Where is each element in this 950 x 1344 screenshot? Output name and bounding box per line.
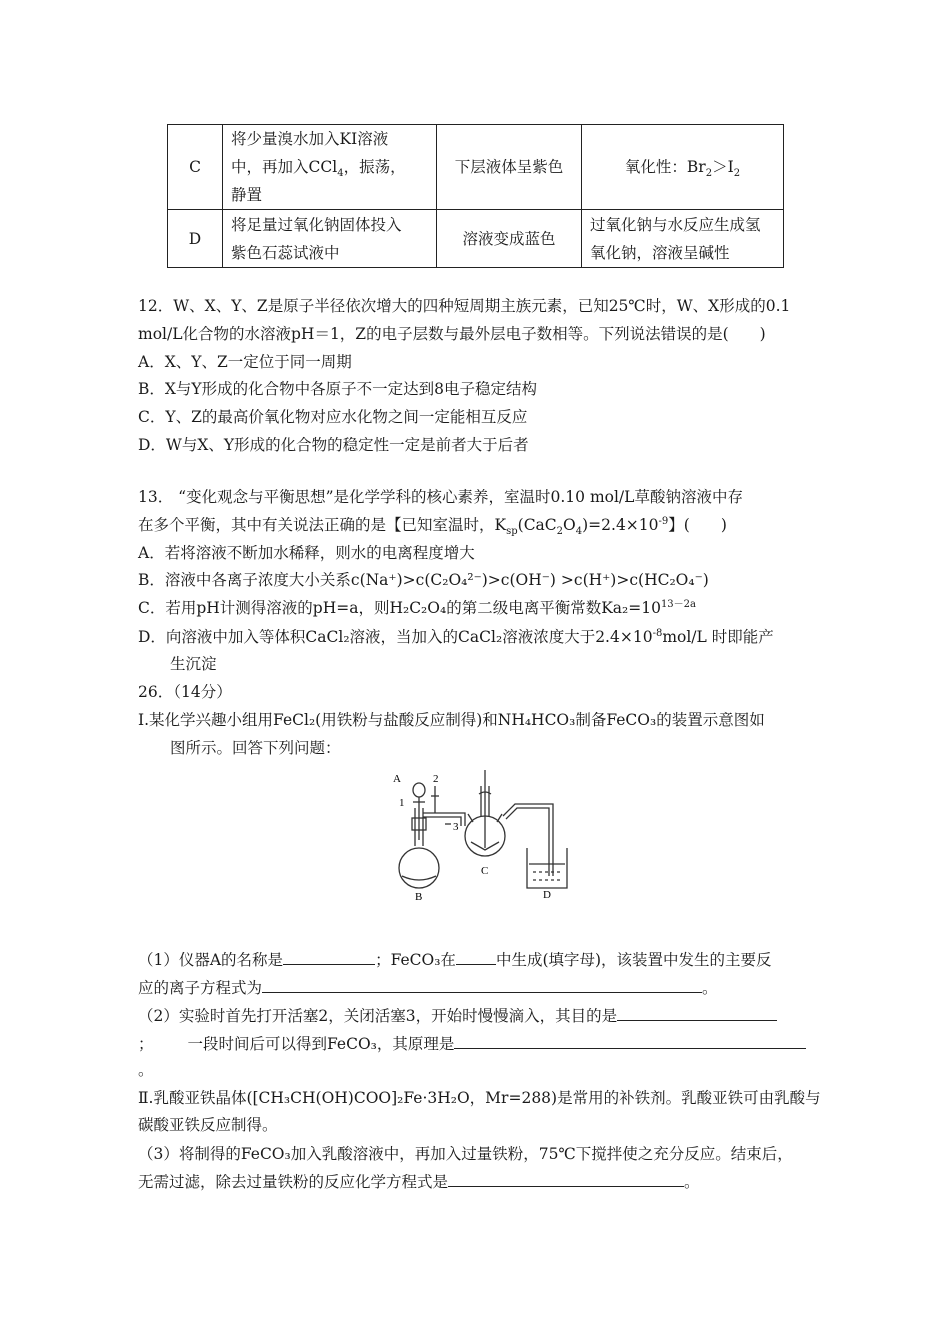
- q26-part1-line1: Ⅰ.某化学兴趣小组用FeCl₂(用铁粉与盐酸反应制得)和NH₄HCO₃制备FeCO₃的装置示意图如: [138, 711, 765, 729]
- q26-sub2-line2: ； 一段时间后可以得到FeCO₃，其原理是: [138, 1032, 806, 1054]
- experiment-table: [167, 124, 784, 268]
- q13-option-c: C．若用pH计测得溶液的pH=a，则H₂C₂O₄的第二级电离平衡常数$Ka_2=10^{13-2a}$: [138, 598, 696, 617]
- label-d: D: [543, 889, 551, 900]
- q26-sub3-line1: （3）将制得的FeCO₃加入乳酸溶液中，再加入过量铁粉，75℃下搅拌使之充分反应。结束后，: [138, 1145, 793, 1163]
- q13-option-d-line2: 生沉淀: [170, 655, 217, 673]
- q12-stem-line1: 12．W、X、Y、Z是原子半径依次增大的四种短周期主族元素，已知25℃时，W、X形成的0.1: [138, 297, 791, 315]
- row-label: C: [168, 125, 223, 210]
- q13-option-b: B．溶液中各离子浓度大小关系c(Na⁺)>c(C₂O₄²⁻)>c(OH⁻) >c(H⁺)>c(HC₂O₄⁻): [138, 571, 709, 589]
- q13-option-a: A．若将溶液不断加水稀释，则水的电离程度增大: [138, 544, 475, 562]
- label-1: 1: [399, 797, 405, 809]
- q26-sub2-line1: （2）实验时首先打开活塞2，关闭活塞3，开始时慢慢滴入，其目的是: [138, 1004, 777, 1026]
- cell-text: 氧化钠，溶液呈碱性: [590, 243, 730, 262]
- q26-part2-line1: Ⅱ.乳酸亚铁晶体([CH₃CH(OH)COO]₂Fe·3H₂O，Mr=288)是常用的补铁剂。乳酸亚铁可由乳酸与: [138, 1089, 821, 1107]
- q13-stem-line1: 13． “变化观念与平衡思想”是化学学科的核心素养，室温时0.10 mol/L草酸钠溶液中存: [138, 488, 743, 506]
- q13-stem-line2: 在多个平衡，其中有关说法正确的是【已知室温时，$K_{sp}(CaC_2O_4)=2.4\times 10^{-9}$】( ): [138, 515, 727, 538]
- label-c: C: [481, 865, 489, 877]
- table-row: [168, 125, 784, 210]
- cell-text: 紫色石蕊试液中: [231, 243, 340, 262]
- cell-text: 将足量过氧化钠固体投入: [231, 215, 402, 234]
- phenomenon-cell: 溶液变成蓝色: [437, 210, 582, 268]
- phenomenon-cell: 下层液体呈紫色: [437, 125, 582, 210]
- q12-option-a: A．X、Y、Z一定位于同一周期: [138, 353, 352, 371]
- cell-text: 静置: [231, 186, 263, 204]
- q26-part1-line2: 图所示。回答下列问题：: [170, 739, 341, 757]
- label-b: B: [415, 891, 423, 900]
- label-2: 2: [433, 773, 439, 785]
- q12-option-c: C．Y、Z的最高价氧化物对应水化物之间一定能相互反应: [138, 408, 528, 426]
- q12-option-b: B．X与Y形成的化合物中各原子不一定达到8电子稳定结构: [138, 380, 538, 398]
- q26-sub2-line3: 。: [138, 1061, 154, 1079]
- conclusion-cell: [582, 210, 784, 268]
- row-label: D: [168, 210, 223, 268]
- label-3: 3: [453, 821, 459, 833]
- q26-sub1-line1: （1）仪器A的名称是 ；FeCO₃在 中生成(填字母)，该装置中发生的主要反: [138, 948, 772, 970]
- q26-sub3-line2: 无需过滤，除去过量铁粉的反应化学方程式是 。: [138, 1170, 700, 1192]
- q26-part2-line2: 碳酸亚铁反应制得。: [138, 1116, 278, 1134]
- q26-heading: 26．（14分）: [138, 683, 232, 701]
- q12-option-d: D．W与X、Y形成的化合物的稳定性一定是前者大于后者: [138, 436, 529, 454]
- cell-text: 过氧化钠与水反应生成氢: [590, 215, 761, 234]
- q12-stem-line2: mol/L化合物的水溶液pH＝1，Z的电子层数与最外层电子数相等。下列说法错误的是( ): [138, 325, 766, 343]
- conclusion-cell: 氧化性：$Br_2>I_2$: [582, 125, 784, 210]
- apparatus-diagram: [385, 768, 570, 900]
- label-a: A: [393, 773, 401, 785]
- cell-text: 中，再加入CCl$_4$，振荡，: [231, 158, 406, 180]
- q13-option-d-line1: D．向溶液中加入等体积CaCl₂溶液，当加入的CaCl₂溶液浓度大于$2.4\times 10^{-8}mol/L$ 时即能产: [138, 627, 774, 646]
- cell-text: 将少量溴水加入KI溶液: [231, 130, 389, 148]
- operation-cell: [223, 210, 437, 268]
- q26-sub1-line2: 应的离子方程式为 。: [138, 976, 718, 998]
- table-row: [168, 210, 784, 268]
- operation-cell: [223, 125, 437, 210]
